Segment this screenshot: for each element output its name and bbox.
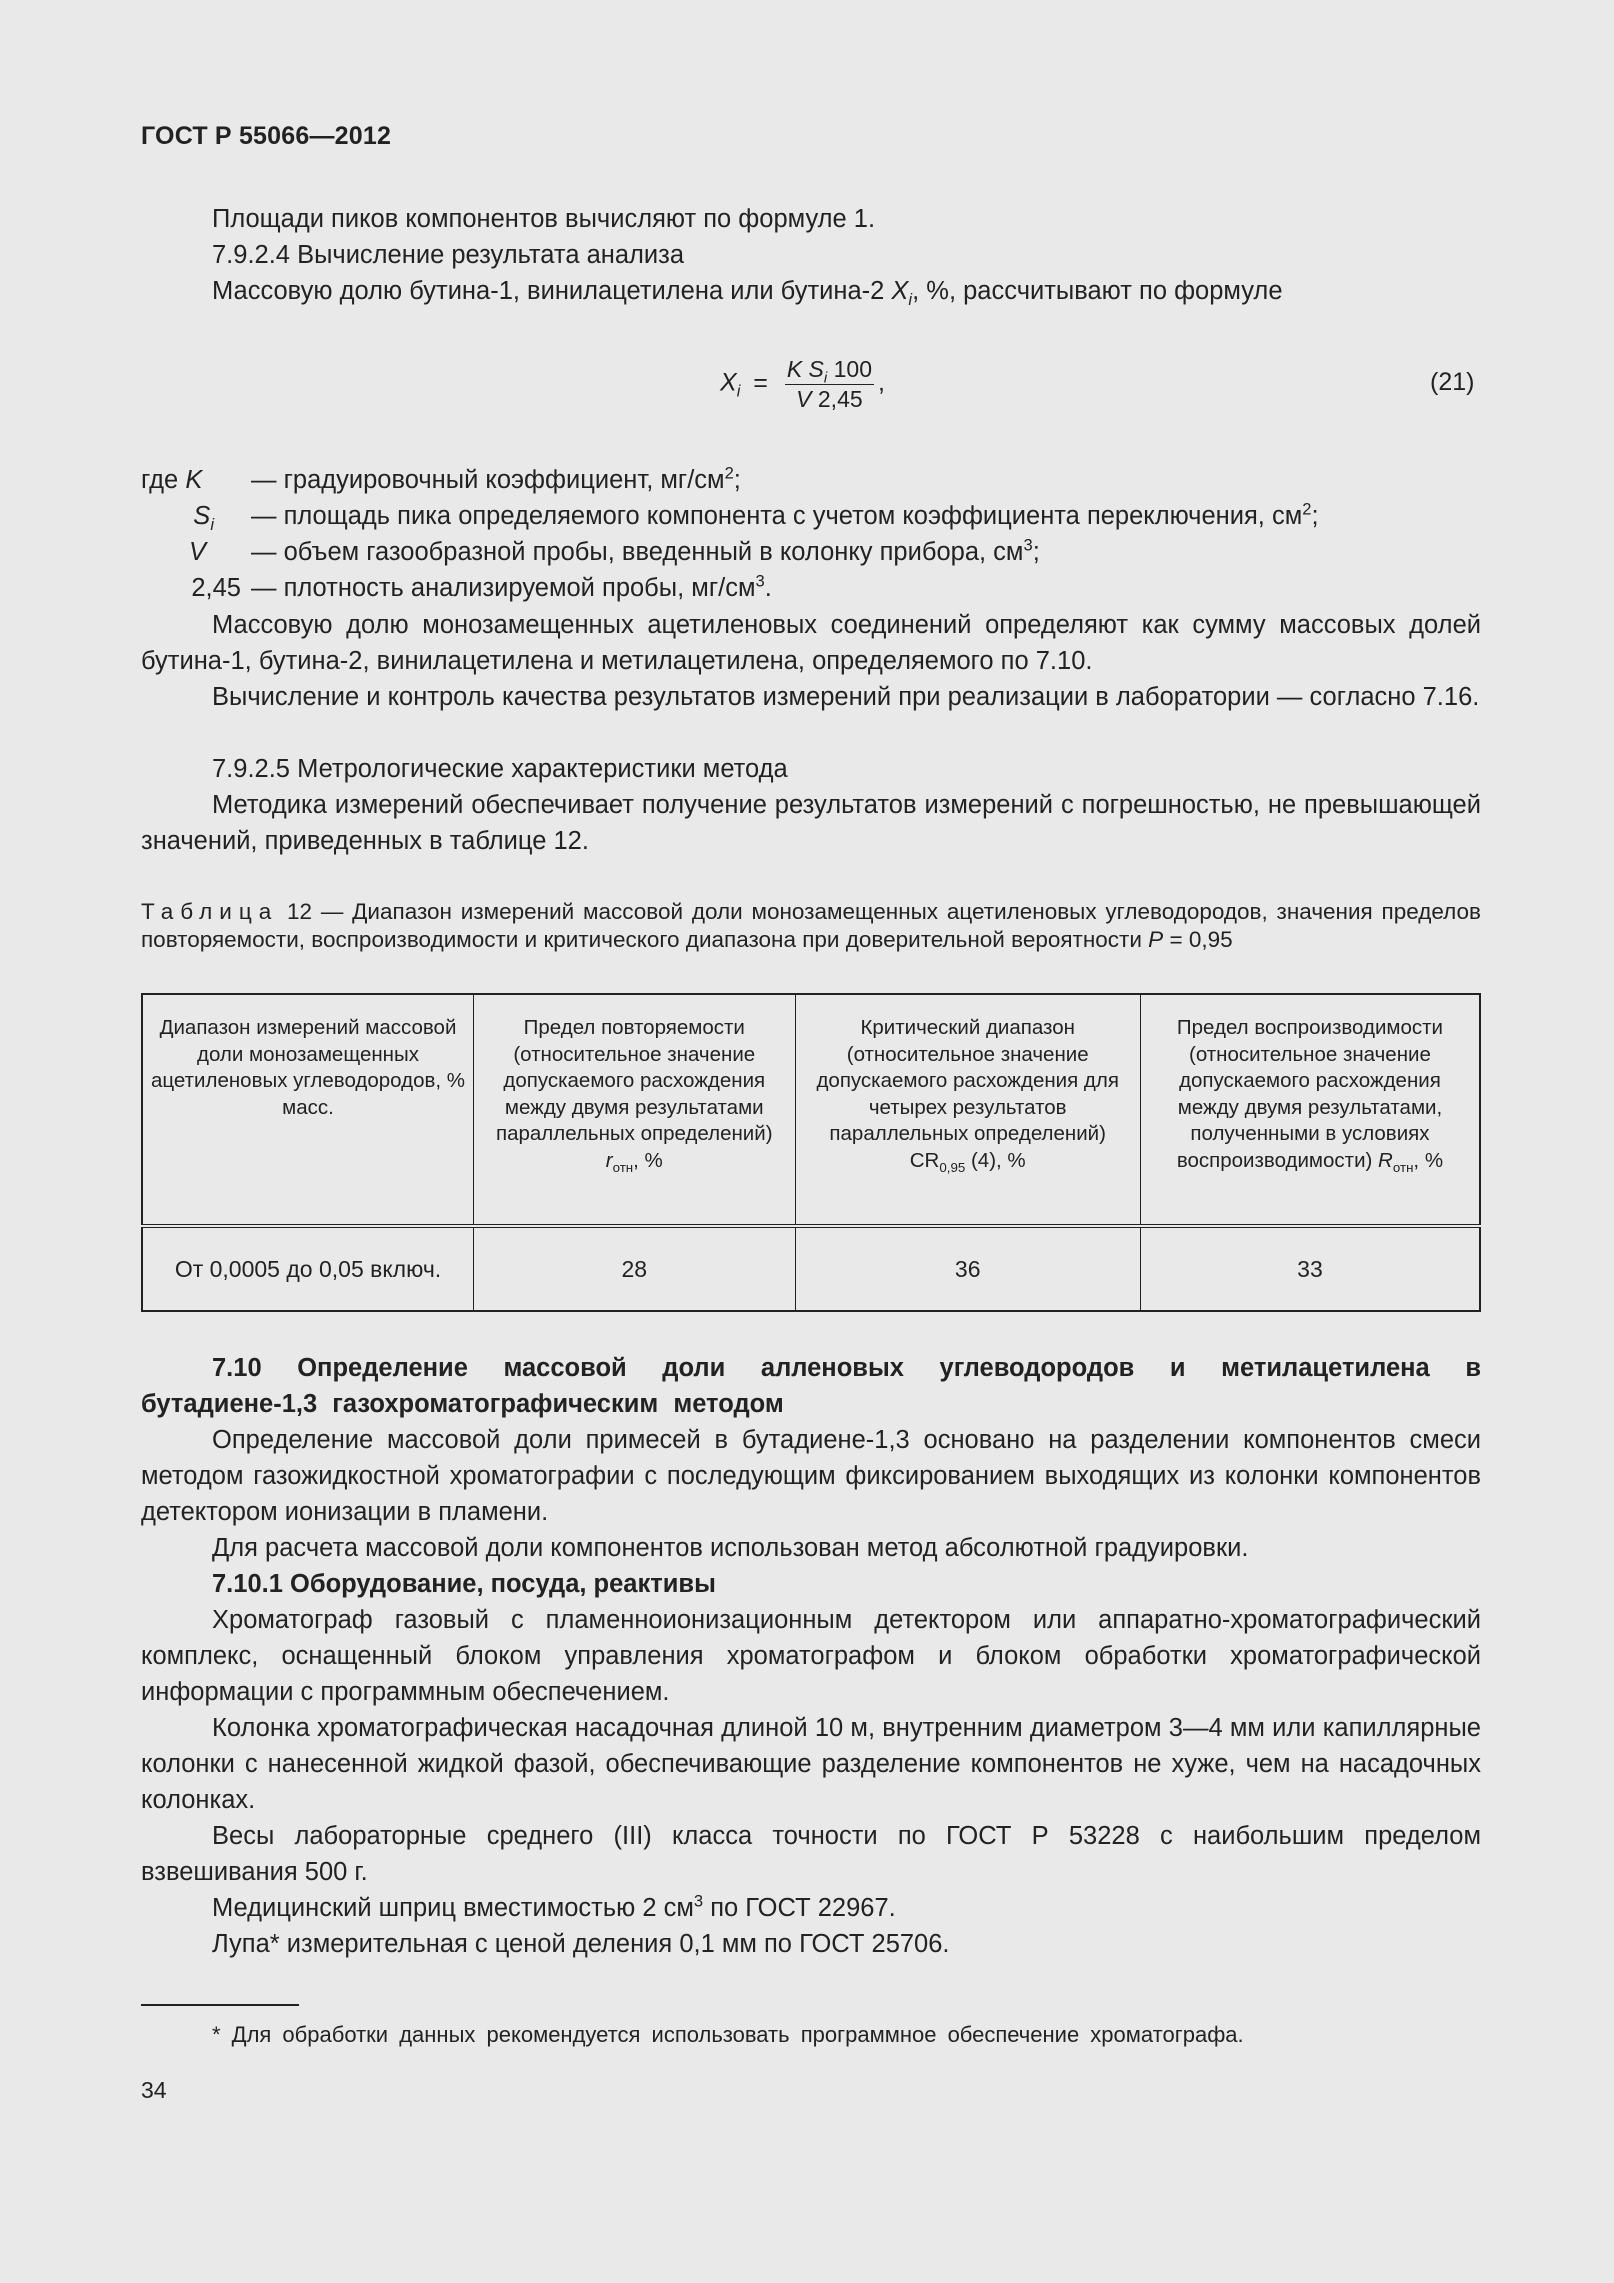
subsection-heading: 7.9.2.4 Вычисление результата анализа [212,241,685,269]
table-header-cell: Критический диапазон (относительное значение допускаемого расхождения для четырех результатов параллельных определений) $CR_{0,95}$ (4), % [795,994,1140,1226]
paragraph: Весы лабораторные среднего (III) класса точности по ГОСТ Р 53228 с наибольшим пределом взвешивания 500 г. [141,1822,1481,1886]
paragraph: Определение массовой доли примесей в бутадиене-1,3 основано на разделении компонентов смеси методом газожидкостной хроматографии с последующим фиксированием выходящих из колонки компонентов детектором ионизации в пламени. [141,1426,1481,1526]
paragraph: Медицинский шприц вместимостью 2 $см^3$ по ГОСТ 22967. [212,1891,896,1922]
table-header-cell: Предел повторяемости (относительное значение допускаемого расхождения между двумя результатами параллельных определений) $r_{отн}$, % [474,994,795,1226]
paragraph: Лупа* измерительная с ценой деления 0,1 мм по ГОСТ 25706. [212,1930,950,1958]
page-number: 34 [141,2077,167,2103]
table-cell: 33 [1140,1226,1480,1311]
paragraph: Массовую долю монозамещенных ацетиленовых соединений определяют как сумму массовых долей бутина-1, бутина-2, винилацетилена и метилацетилена, определяемого по 7.10. [141,611,1481,675]
paragraph: Площади пиков компонентов вычисляют по формуле 1. [212,205,876,233]
formula-fraction: $\frac{K S_i 100}{V 2,45}$ [786,356,872,412]
subsection-heading: 7.10.1 Оборудование, посуда, реактивы [212,1570,716,1598]
table-header-row [142,994,1480,1226]
paragraph: Колонка хроматографическая насадочная длиной 10 м, внутренним диаметром 3—4 мм или капиллярные колонки с нанесенной жидкой фазой, обеспечивающие разделение компонентов не хуже, чем на насадочных колонках. [141,1714,1481,1814]
equation-number: (21) [1430,368,1475,396]
table-row [142,1226,1480,1311]
table-cell: 36 [795,1226,1140,1311]
paragraph: Методика измерений обеспечивает получение результатов измерений с погрешностью, не превышающей значений, приведенных в таблице 12. [141,791,1481,855]
paragraph: Хроматограф газовый с пламенноионизационным детектором или аппаратно-хроматографический комплекс, оснащенный блоком управления хроматографом и блоком обработки хроматографической информации с программным обеспечением. [141,1606,1481,1706]
subsection-heading: 7.9.2.5 Метрологические характеристики метода [212,755,788,783]
formula: $X_i$ = $\frac{K S_i 100}{V 2,45}$ , [720,356,885,412]
section-heading: 7.10 Определение массовой доли алленовых углеводородов и метилацетилена в бутадиене-1,3 газохроматографическим методом [141,1354,1481,1418]
footnote-divider [141,2004,299,2006]
document-page: ГОСТ Р 55066—2012 Площади пиков компонентов вычисляют по формуле 1. 7.9.2.4 Вычисление результата анализа Массовую долю бутина-1, винилацетилена или бутина-2 $X_i$, %, рассчитывают по формуле $X_i$ = $\frac{K S_i 100}{V 2,45}$ , (21) где K — градуировочный коэффициент, $мг/см^2$; $S_i$ — площадь пика определяемого компонента с учетом коэффициента переключения, $см^2$; V — объем газообразной пробы, введенный в колонку прибора, $см^3$; 2,45 — плотность анализируемой пробы, $мг/см^3$. Массовую долю монозамещенных ацетиленовых соединений определяют как сумму массовых долей бутина-1, бутина-2, винилацетилена и метилацетилена, определяемого по 7.10. Вычисление и контроль качества результатов измерений при реализации в лаборатории — согласно 7.16. 7.9.2.5 Метрологические характеристики метода Методика измерений обеспечивает получение результатов измерений с погрешностью, не превышающей значений, приведенных в таблице 12. Таблица 12 — Диапазон измерений массовой доли монозамещенных ацетиленовых углеводородов, значения пределов повторяемости, воспроизводимости и критического диапазона при доверительной вероятности P = 0,95 Диапазон измерений массовой доли монозамещенных ацетиленовых углеводородов, % масс. Предел повторяемости (относительное значение допускаемого расхождения между двумя результатами параллельных определений) $r_{отн}$, % Критический диапазон (относительное значение допускаемого расхождения для четырех результатов параллельных определений) $CR_{0,95}$ (4), % Предел воспроизводимости (относительное значение допускаемого расхождения между двумя результатами, полученными в условиях воспроизводимости) $R_{отн}$, % От 0,0005 до 0,05 включ. 28 36 33 7.10 Определение массовой доли алленовых углеводородов и метилацетилена в бутадиене-1,3 газохроматографическим методом Определение массовой доли примесей в бутадиене-1,3 основано на разделении компонентов смеси методом газожидкостной хроматографии с последующим фиксированием выходящих из колонки компонентов детектором ионизации в пламени. Для расчета массовой доли компонентов использован метод абсолютной градуировки. 7.10.1 Оборудование, посуда, реактивы Хроматограф газовый с пламенноионизационным детектором или аппаратно-хроматографический комплекс, оснащенный блоком управления хроматографом и блоком обработки хроматографической информации с программным обеспечением. Колонка хроматографическая насадочная длиной 10 м, внутренним диаметром 3—4 мм или капиллярные колонки с нанесенной жидкой фазой, обеспечивающие разделение компонентов не хуже, чем на насадочных колонках. Весы лабораторные среднего (III) класса точности по ГОСТ Р 53228 с наибольшим пределом взвешивания 500 г. Медицинский шприц вместимостью 2 $см^3$ по ГОСТ 22967. Лупа* измерительная с ценой деления 0,1 мм по ГОСТ 25706. * Для обработки данных рекомендуется использовать программное обеспечение хроматографа. 34 [141,122,1481,2103]
table-cell: От 0,0005 до 0,05 включ. [142,1226,474,1311]
paragraph: Для расчета массовой доли компонентов использован метод абсолютной градуировки. [212,1534,1249,1562]
table-caption: Таблица 12 — Диапазон измерений массовой доли монозамещенных ацетиленовых углеводородов, значения пределов повторяемости, воспроизводимости и критического диапазона при доверительной вероятности P = 0,95 [141,899,1481,952]
paragraph: Вычисление и контроль качества результатов измерений при реализации в лаборатории — согласно 7.16. [212,683,1480,711]
table-header-cell: Диапазон измерений массовой доли монозамещенных ацетиленовых углеводородов, % масс. [142,994,474,1226]
paragraph: Массовую долю бутина-1, винилацетилена или бутина-2 $X_i$, %, рассчитывают по формуле [212,277,1283,310]
footnote: * Для обработки данных рекомендуется использовать программное обеспечение хроматографа. [212,2022,1244,2047]
document-header: ГОСТ Р 55066—2012 [141,122,392,150]
table-12 [141,993,1481,1312]
table-header-cell: Предел воспроизводимости (относительное значение допускаемого расхождения между двумя результатами, полученными в условиях воспроизводимости) $R_{отн}$, % [1140,994,1480,1226]
table-cell: 28 [474,1226,795,1311]
